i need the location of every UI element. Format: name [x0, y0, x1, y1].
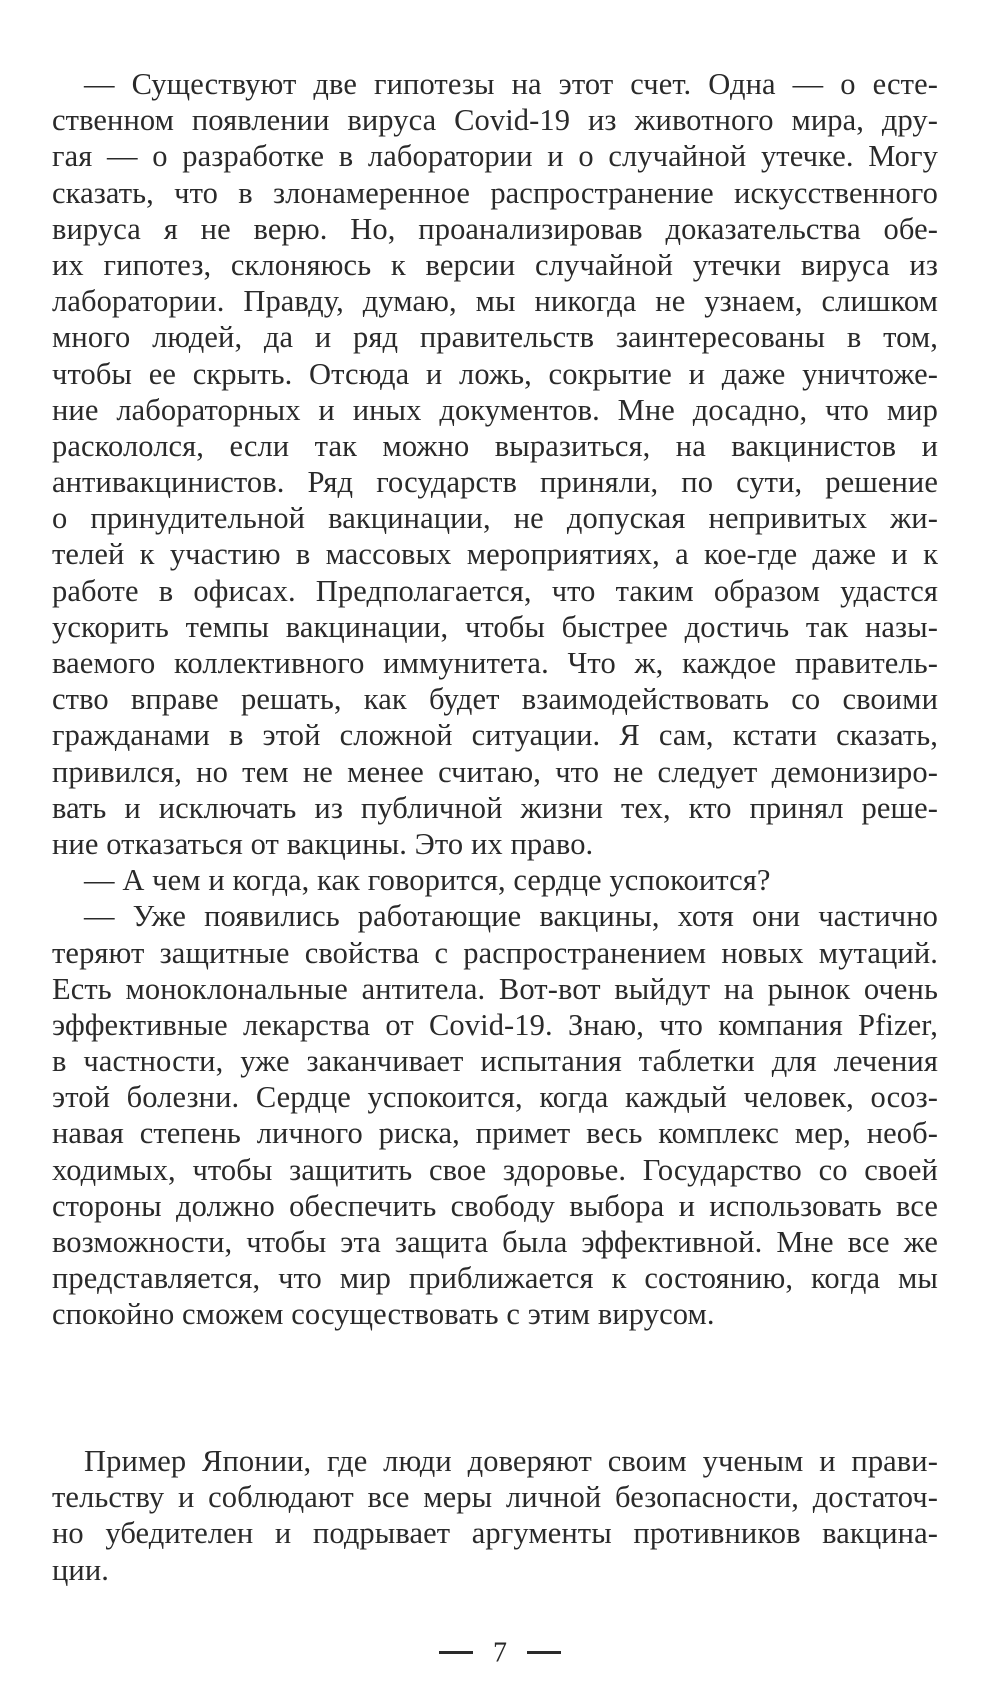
text-line: ние отказаться от вакцины. Это их право.	[52, 826, 594, 861]
text-line: вируса я не верю. Но, проанализировав доказательства обе-	[52, 211, 938, 246]
page-footer	[0, 1636, 1000, 1670]
footer-dash-left	[439, 1651, 473, 1654]
text-line: — Существуют две гипотезы на этот счет. Одна — о есте-	[84, 67, 938, 101]
text-line: раскололся, если так можно выразиться, на вакцинистов и	[52, 428, 938, 463]
text-line: — Уже появились работающие вакцины, хотя они частично	[84, 899, 938, 934]
text-line: в частности, уже заканчивает испытания таблетки для лечения	[52, 1044, 938, 1079]
page-number: 7	[493, 1637, 507, 1669]
text-line: сказать, что в злонамеренное распространение искусственного	[52, 175, 938, 210]
text-line: привился, но тем не менее считаю, что не следует демонизиро-	[52, 754, 938, 789]
text-line: Есть моноклональные антитела. Вот-вот выйдут на рынок очень	[52, 971, 938, 1006]
text-line: — А чем и когда, как говорится, сердце успокоится?	[84, 863, 771, 898]
text-line: навая степень личного риска, примет весь комплекс мер, необ-	[52, 1116, 938, 1151]
text-line: но убедителен и подрывает аргументы противников вакцина-	[52, 1516, 938, 1551]
text-line: о принудительной вакцинации, не допуская непривитых жи-	[52, 501, 938, 536]
text-line: ние лабораторных и иных документов. Мне досадно, что мир	[52, 392, 938, 427]
text-line: тельству и соблюдают все меры личной безопасности, достаточ-	[52, 1480, 938, 1515]
text-line: эффективные лекарства от Covid-19. Знаю, что компания Pfizer,	[52, 1007, 938, 1042]
text-line: Пример Японии, где люди доверяют своим ученым и прави-	[84, 1444, 938, 1478]
text-line: ваемого коллективного иммунитета. Что ж, каждое правитель-	[52, 646, 938, 680]
text-line: ускорить темпы вакцинации, чтобы быстрее достичь так назы-	[52, 609, 938, 644]
text-line: лаборатории. Правду, думаю, мы никогда не узнаем, слишком	[52, 284, 938, 319]
footer-dash-right	[527, 1651, 561, 1654]
text-line: их гипотез, склоняюсь к версии случайной утечки вируса из	[52, 247, 938, 282]
text-line: ственном появлении вируса Covid-19 из животного мира, дру-	[52, 103, 938, 138]
main-text	[52, 66, 938, 1333]
text-line: стороны должно обеспечить свободу выбора и использовать все	[52, 1188, 938, 1223]
closing-paragraph	[52, 1443, 938, 1588]
text-line: ство вправе решать, как будет взаимодействовать со своими	[52, 682, 938, 717]
text-line: ции.	[52, 1552, 109, 1587]
text-line: работе в офисах. Предполагается, что таким образом удастся	[52, 573, 938, 608]
text-line: теряют защитные свойства с распространением новых мутаций.	[52, 935, 938, 970]
text-line: телей к участию в массовых мероприятиях, а кое-где даже и к	[52, 537, 938, 572]
text-line: вать и исключать из публичной жизни тех, кто принял реше-	[52, 790, 938, 825]
text-line: спокойно сможем сосуществовать с этим вирусом.	[52, 1297, 715, 1332]
text-line: антивакцинистов. Ряд государств приняли, по сути, решение	[52, 465, 938, 500]
text-line: представляется, что мир приближается к состоянию, когда мы	[52, 1261, 938, 1296]
text-line: гражданами в этой сложной ситуации. Я сам, кстати сказать,	[52, 718, 938, 753]
text-line: много людей, да и ряд правительств заинтересованы в том,	[52, 320, 938, 355]
text-line: возможности, чтобы эта защита была эффективной. Мне все же	[52, 1225, 938, 1259]
text-line: ходимых, чтобы защитить свое здоровье. Государство со своей	[52, 1152, 938, 1187]
text-line: чтобы ее скрыть. Отсюда и ложь, сокрытие и даже уничтоже-	[52, 356, 938, 391]
text-line: этой болезни. Сердце успокоится, когда каждый человек, осоз-	[52, 1080, 938, 1115]
text-line: гая — о разработке в лаборатории и о случайной утечке. Могу	[52, 139, 938, 174]
